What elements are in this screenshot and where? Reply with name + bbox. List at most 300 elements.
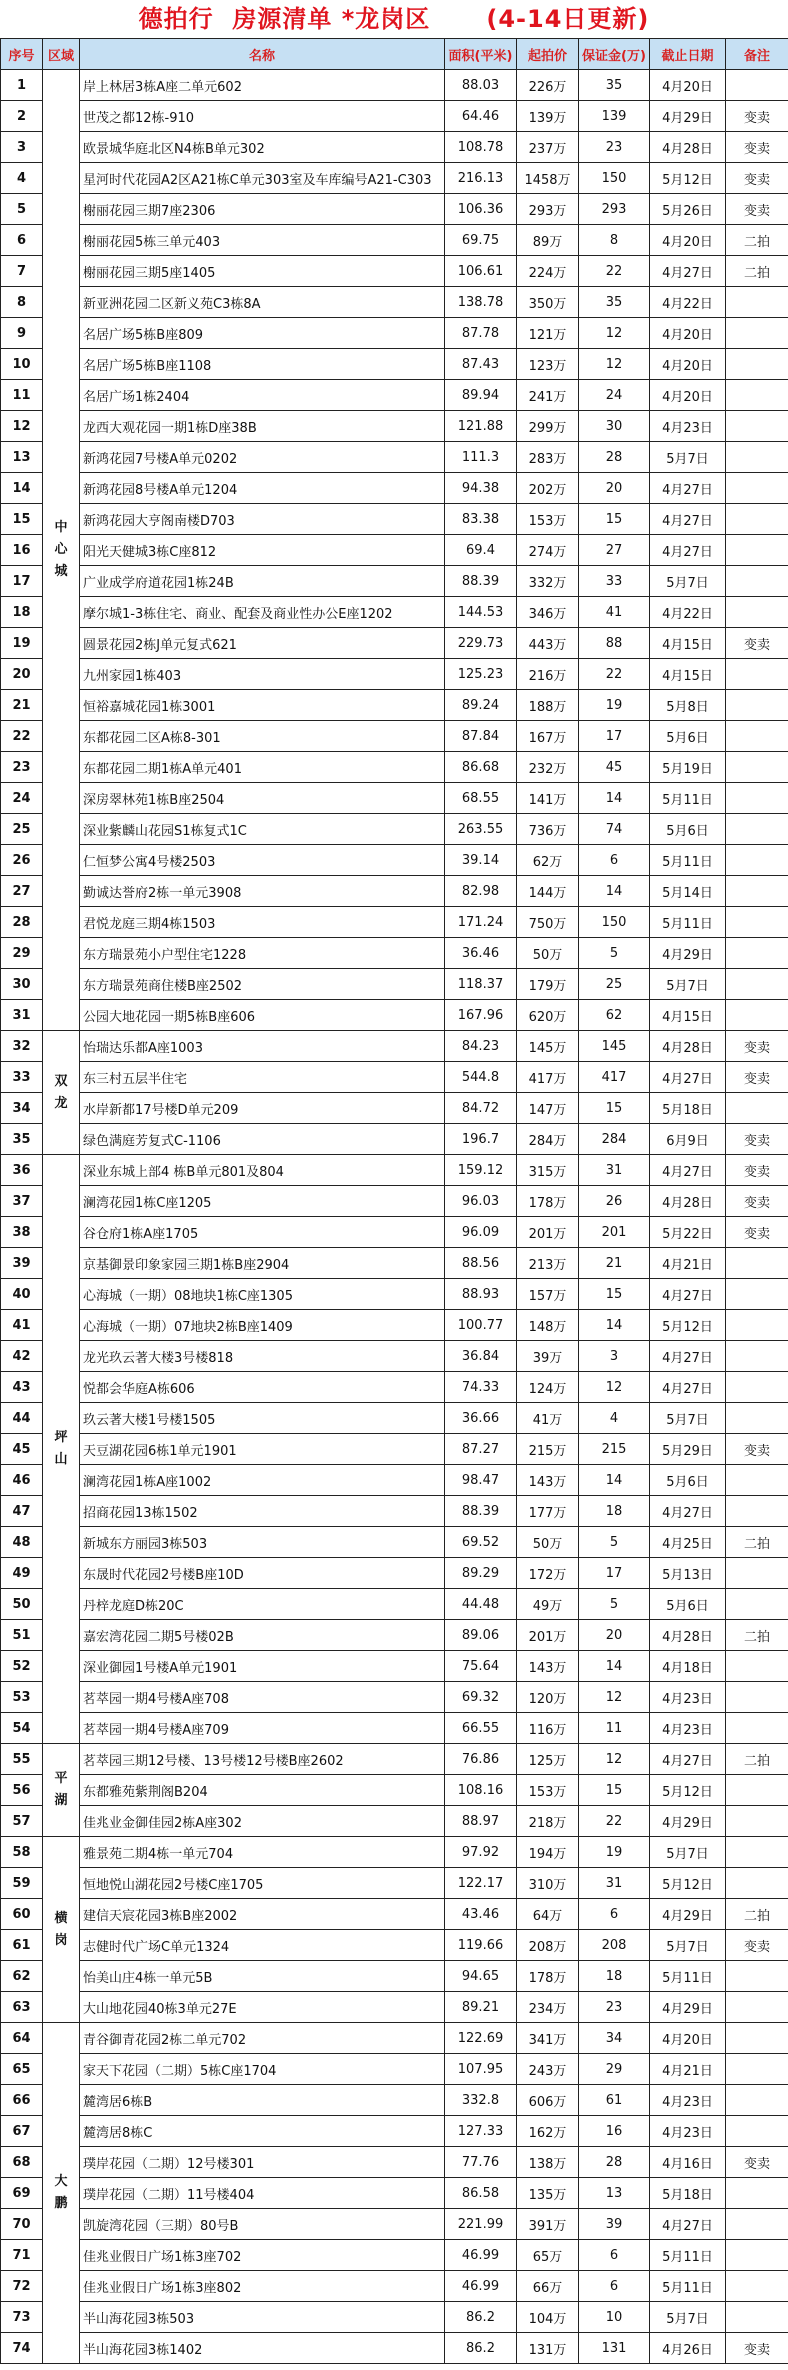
remark <box>726 783 788 814</box>
table-row <box>1 1620 788 1651</box>
starting-price: 234万 <box>517 1992 579 2023</box>
remark <box>726 566 788 597</box>
property-name: 志健时代广场C单元1324 <box>80 1930 445 1961</box>
row-number: 36 <box>1 1155 43 1186</box>
deadline-date: 5月7日 <box>650 1403 726 1434</box>
property-name: 茗萃园一期4号楼A座709 <box>80 1713 445 1744</box>
deposit-amount: 41 <box>579 597 650 628</box>
property-name: 璞岸花园（二期）11号楼404 <box>80 2178 445 2209</box>
starting-price: 346万 <box>517 597 579 628</box>
table-row <box>1 721 788 752</box>
table-row <box>1 1062 788 1093</box>
deadline-date: 4月28日 <box>650 132 726 163</box>
table-row <box>1 1527 788 1558</box>
deadline-date: 4月27日 <box>650 535 726 566</box>
table-row <box>1 318 788 349</box>
property-area: 43.46 <box>445 1899 517 1930</box>
row-number: 60 <box>1 1899 43 1930</box>
row-number: 69 <box>1 2178 43 2209</box>
deadline-date: 5月11日 <box>650 907 726 938</box>
remark <box>726 1248 788 1279</box>
deadline-date: 5月11日 <box>650 845 726 876</box>
starting-price: 162万 <box>517 2116 579 2147</box>
deadline-date: 5月12日 <box>650 163 726 194</box>
property-name: 新鸿花园7号楼A单元0202 <box>80 442 445 473</box>
property-area: 122.69 <box>445 2023 517 2054</box>
remark: 变卖 <box>726 2333 788 2364</box>
starting-price: 39万 <box>517 1341 579 1372</box>
deposit-amount: 15 <box>579 1775 650 1806</box>
property-area: 88.93 <box>445 1279 517 1310</box>
property-area: 108.78 <box>445 132 517 163</box>
table-row <box>1 1279 788 1310</box>
row-number: 32 <box>1 1031 43 1062</box>
table-row <box>1 752 788 783</box>
starting-price: 148万 <box>517 1310 579 1341</box>
remark: 二拍 <box>726 225 788 256</box>
deadline-date: 5月26日 <box>650 194 726 225</box>
property-name: 东三村五层半住宅 <box>80 1062 445 1093</box>
starting-price: 606万 <box>517 2085 579 2116</box>
starting-price: 120万 <box>517 1682 579 1713</box>
header-deposit: 保证金(万) <box>579 39 650 70</box>
property-name: 君悦龙庭三期4栋1503 <box>80 907 445 938</box>
deposit-amount: 29 <box>579 2054 650 2085</box>
region-cell: 大 鹏 <box>43 2023 80 2364</box>
deadline-date: 4月16日 <box>650 2147 726 2178</box>
deposit-amount: 6 <box>579 2240 650 2271</box>
property-name: 佳兆业金御佳园2栋A座302 <box>80 1806 445 1837</box>
table-row <box>1 628 788 659</box>
starting-price: 49万 <box>517 1589 579 1620</box>
property-area: 96.09 <box>445 1217 517 1248</box>
starting-price: 443万 <box>517 628 579 659</box>
property-area: 106.36 <box>445 194 517 225</box>
property-area: 221.99 <box>445 2209 517 2240</box>
table-row <box>1 411 788 442</box>
starting-price: 299万 <box>517 411 579 442</box>
starting-price: 41万 <box>517 1403 579 1434</box>
property-name: 深房翠林苑1栋B座2504 <box>80 783 445 814</box>
row-number: 65 <box>1 2054 43 2085</box>
property-name: 东方瑞景苑小户型住宅1228 <box>80 938 445 969</box>
starting-price: 194万 <box>517 1837 579 1868</box>
property-area: 97.92 <box>445 1837 517 1868</box>
deadline-date: 5月18日 <box>650 2178 726 2209</box>
remark <box>726 1837 788 1868</box>
property-name: 龙西大观花园一期1栋D座38B <box>80 411 445 442</box>
table-row <box>1 1341 788 1372</box>
deposit-amount: 21 <box>579 1248 650 1279</box>
table-row <box>1 1031 788 1062</box>
header-date: 截止日期 <box>650 39 726 70</box>
deposit-amount: 15 <box>579 1279 650 1310</box>
row-number: 48 <box>1 1527 43 1558</box>
property-area: 86.2 <box>445 2333 517 2364</box>
remark <box>726 597 788 628</box>
property-area: 121.88 <box>445 411 517 442</box>
deposit-amount: 201 <box>579 1217 650 1248</box>
property-name: 广业成学府道花园1栋24B <box>80 566 445 597</box>
deposit-amount: 6 <box>579 845 650 876</box>
property-area: 138.78 <box>445 287 517 318</box>
deadline-date: 5月12日 <box>650 1310 726 1341</box>
remark <box>726 1496 788 1527</box>
table-row <box>1 349 788 380</box>
deposit-amount: 5 <box>579 1527 650 1558</box>
property-area: 69.52 <box>445 1527 517 1558</box>
remark: 变卖 <box>726 1124 788 1155</box>
table-row <box>1 659 788 690</box>
deadline-date: 4月27日 <box>650 473 726 504</box>
row-number: 55 <box>1 1744 43 1775</box>
property-name: 丹梓龙庭D栋20C <box>80 1589 445 1620</box>
property-area: 44.48 <box>445 1589 517 1620</box>
property-name: 雅景苑二期4栋一单元704 <box>80 1837 445 1868</box>
table-row <box>1 690 788 721</box>
deadline-date: 5月22日 <box>650 1217 726 1248</box>
property-area: 86.68 <box>445 752 517 783</box>
table-row <box>1 473 788 504</box>
deposit-amount: 12 <box>579 1744 650 1775</box>
table-row <box>1 132 788 163</box>
property-name: 家天下花园（二期）5栋C座1704 <box>80 2054 445 2085</box>
region-cell: 中 心 城 <box>43 70 80 1031</box>
deadline-date: 4月20日 <box>650 2023 726 2054</box>
starting-price: 104万 <box>517 2302 579 2333</box>
row-number: 71 <box>1 2240 43 2271</box>
property-name: 东都花园二区A栋8-301 <box>80 721 445 752</box>
row-number: 10 <box>1 349 43 380</box>
deposit-amount: 22 <box>579 1806 650 1837</box>
remark <box>726 535 788 566</box>
property-area: 36.46 <box>445 938 517 969</box>
table-row <box>1 1713 788 1744</box>
row-number: 21 <box>1 690 43 721</box>
remark: 二拍 <box>726 1620 788 1651</box>
property-area: 125.23 <box>445 659 517 690</box>
property-name: 九州家园1栋403 <box>80 659 445 690</box>
property-name: 茗萃园一期4号楼A座708 <box>80 1682 445 1713</box>
table-row <box>1 938 788 969</box>
property-area: 122.17 <box>445 1868 517 1899</box>
starting-price: 350万 <box>517 287 579 318</box>
starting-price: 178万 <box>517 1186 579 1217</box>
property-name: 勤诚达誉府2栋一单元3908 <box>80 876 445 907</box>
table-row <box>1 1961 788 1992</box>
deposit-amount: 12 <box>579 318 650 349</box>
deposit-amount: 27 <box>579 535 650 566</box>
deadline-date: 4月27日 <box>650 256 726 287</box>
starting-price: 213万 <box>517 1248 579 1279</box>
row-number: 45 <box>1 1434 43 1465</box>
row-number: 46 <box>1 1465 43 1496</box>
deposit-amount: 33 <box>579 566 650 597</box>
row-number: 73 <box>1 2302 43 2333</box>
table-row <box>1 1589 788 1620</box>
row-number: 25 <box>1 814 43 845</box>
deposit-amount: 62 <box>579 1000 650 1031</box>
table-row <box>1 442 788 473</box>
deadline-date: 5月11日 <box>650 2240 726 2271</box>
property-area: 84.72 <box>445 1093 517 1124</box>
starting-price: 237万 <box>517 132 579 163</box>
property-name: 绿色满庭芳复式C-1106 <box>80 1124 445 1155</box>
property-name: 东方瑞景苑商住楼B座2502 <box>80 969 445 1000</box>
deadline-date: 4月20日 <box>650 318 726 349</box>
remark: 变卖 <box>726 1031 788 1062</box>
starting-price: 135万 <box>517 2178 579 2209</box>
deposit-amount: 28 <box>579 442 650 473</box>
starting-price: 201万 <box>517 1620 579 1651</box>
row-number: 41 <box>1 1310 43 1341</box>
remark: 二拍 <box>726 1744 788 1775</box>
property-name: 麓湾居8栋C <box>80 2116 445 2147</box>
deadline-date: 5月6日 <box>650 814 726 845</box>
property-name: 深业紫麟山花园S1栋复式1C <box>80 814 445 845</box>
property-name: 名居广场5栋B座809 <box>80 318 445 349</box>
deadline-date: 5月29日 <box>650 1434 726 1465</box>
property-area: 89.24 <box>445 690 517 721</box>
remark: 变卖 <box>726 1155 788 1186</box>
remark <box>726 504 788 535</box>
deadline-date: 5月11日 <box>650 1961 726 1992</box>
property-area: 107.95 <box>445 2054 517 2085</box>
deposit-amount: 74 <box>579 814 650 845</box>
deadline-date: 4月22日 <box>650 287 726 318</box>
property-name: 仁恒梦公寓4号楼2503 <box>80 845 445 876</box>
property-area: 87.84 <box>445 721 517 752</box>
deposit-amount: 208 <box>579 1930 650 1961</box>
property-name: 悦都会华庭A栋606 <box>80 1372 445 1403</box>
starting-price: 284万 <box>517 1124 579 1155</box>
deposit-amount: 5 <box>579 1589 650 1620</box>
row-number: 5 <box>1 194 43 225</box>
starting-price: 123万 <box>517 349 579 380</box>
row-number: 53 <box>1 1682 43 1713</box>
table-row <box>1 2116 788 2147</box>
table-row <box>1 1465 788 1496</box>
row-number: 27 <box>1 876 43 907</box>
starting-price: 153万 <box>517 504 579 535</box>
property-name: 圆景花园2栋J单元复式621 <box>80 628 445 659</box>
remark: 变卖 <box>726 132 788 163</box>
deadline-date: 5月6日 <box>650 721 726 752</box>
remark: 变卖 <box>726 194 788 225</box>
property-area: 108.16 <box>445 1775 517 1806</box>
property-name: 建信天宸花园3栋B座2002 <box>80 1899 445 1930</box>
deposit-amount: 20 <box>579 473 650 504</box>
property-area: 196.7 <box>445 1124 517 1155</box>
property-name: 世茂之都12栋-910 <box>80 101 445 132</box>
deadline-date: 4月27日 <box>650 1279 726 1310</box>
property-name: 茗萃园三期12号楼、13号楼12号楼B座2602 <box>80 1744 445 1775</box>
starting-price: 202万 <box>517 473 579 504</box>
deadline-date: 5月7日 <box>650 969 726 1000</box>
table-row <box>1 783 788 814</box>
table-header-row <box>1 39 788 70</box>
table-row <box>1 194 788 225</box>
property-area: 332.8 <box>445 2085 517 2116</box>
table-row <box>1 2085 788 2116</box>
remark <box>726 1651 788 1682</box>
row-number: 29 <box>1 938 43 969</box>
starting-price: 341万 <box>517 2023 579 2054</box>
row-number: 26 <box>1 845 43 876</box>
property-name: 欧景城华庭北区N4栋B单元302 <box>80 132 445 163</box>
deadline-date: 4月27日 <box>650 1062 726 1093</box>
row-number: 9 <box>1 318 43 349</box>
deadline-date: 6月9日 <box>650 1124 726 1155</box>
row-number: 15 <box>1 504 43 535</box>
row-number: 31 <box>1 1000 43 1031</box>
remark <box>726 721 788 752</box>
property-area: 74.33 <box>445 1372 517 1403</box>
property-name: 招商花园13栋1502 <box>80 1496 445 1527</box>
starting-price: 178万 <box>517 1961 579 1992</box>
row-number: 47 <box>1 1496 43 1527</box>
property-name: 怡美山庄4栋一单元5B <box>80 1961 445 1992</box>
remark <box>726 349 788 380</box>
remark <box>726 2054 788 2085</box>
remark <box>726 2271 788 2302</box>
property-area: 68.55 <box>445 783 517 814</box>
property-name: 心海城（一期）07地块2栋B座1409 <box>80 1310 445 1341</box>
property-name: 东都花园二期1栋A单元401 <box>80 752 445 783</box>
deposit-amount: 131 <box>579 2333 650 2364</box>
row-number: 67 <box>1 2116 43 2147</box>
region-cell: 平 湖 <box>43 1744 80 1837</box>
header-no: 序号 <box>1 39 43 70</box>
property-name: 嘉宏湾花园二期5号楼02B <box>80 1620 445 1651</box>
table-row <box>1 1434 788 1465</box>
property-area: 111.3 <box>445 442 517 473</box>
deposit-amount: 17 <box>579 721 650 752</box>
row-number: 13 <box>1 442 43 473</box>
property-area: 89.06 <box>445 1620 517 1651</box>
row-number: 64 <box>1 2023 43 2054</box>
property-area: 82.98 <box>445 876 517 907</box>
property-area: 84.23 <box>445 1031 517 1062</box>
property-area: 89.21 <box>445 1992 517 2023</box>
deposit-amount: 25 <box>579 969 650 1000</box>
table-row <box>1 1217 788 1248</box>
remark: 变卖 <box>726 101 788 132</box>
deposit-amount: 16 <box>579 2116 650 2147</box>
table-row <box>1 1403 788 1434</box>
property-name: 玖云著大楼1号楼1505 <box>80 1403 445 1434</box>
starting-price: 218万 <box>517 1806 579 1837</box>
deposit-amount: 18 <box>579 1496 650 1527</box>
deadline-date: 5月14日 <box>650 876 726 907</box>
row-number: 30 <box>1 969 43 1000</box>
starting-price: 1458万 <box>517 163 579 194</box>
property-area: 39.14 <box>445 845 517 876</box>
deposit-amount: 24 <box>579 380 650 411</box>
row-number: 37 <box>1 1186 43 1217</box>
property-area: 229.73 <box>445 628 517 659</box>
starting-price: 62万 <box>517 845 579 876</box>
property-name: 榭丽花园5栋三单元403 <box>80 225 445 256</box>
row-number: 16 <box>1 535 43 566</box>
row-number: 20 <box>1 659 43 690</box>
deadline-date: 4月20日 <box>650 349 726 380</box>
remark <box>726 907 788 938</box>
starting-price: 226万 <box>517 70 579 101</box>
remark <box>726 1372 788 1403</box>
deadline-date: 4月29日 <box>650 1899 726 1930</box>
row-number: 59 <box>1 1868 43 1899</box>
deposit-amount: 284 <box>579 1124 650 1155</box>
starting-price: 125万 <box>517 1744 579 1775</box>
starting-price: 124万 <box>517 1372 579 1403</box>
remark <box>726 1682 788 1713</box>
deadline-date: 4月28日 <box>650 1031 726 1062</box>
property-name: 深业东城上部4 栋B单元801及804 <box>80 1155 445 1186</box>
starting-price: 177万 <box>517 1496 579 1527</box>
row-number: 68 <box>1 2147 43 2178</box>
deadline-date: 4月28日 <box>650 1620 726 1651</box>
property-name: 恒裕嘉城花园1栋3001 <box>80 690 445 721</box>
property-area: 98.47 <box>445 1465 517 1496</box>
table-row <box>1 2178 788 2209</box>
row-number: 43 <box>1 1372 43 1403</box>
header-price: 起拍价 <box>517 39 579 70</box>
deadline-date: 4月26日 <box>650 2333 726 2364</box>
table-row <box>1 814 788 845</box>
starting-price: 391万 <box>517 2209 579 2240</box>
starting-price: 157万 <box>517 1279 579 1310</box>
starting-price: 66万 <box>517 2271 579 2302</box>
starting-price: 138万 <box>517 2147 579 2178</box>
property-name: 新城东方丽园3栋503 <box>80 1527 445 1558</box>
region-cell: 双 龙 <box>43 1031 80 1155</box>
property-name: 恒地悦山湖花园2号楼C座1705 <box>80 1868 445 1899</box>
property-area: 87.78 <box>445 318 517 349</box>
starting-price: 143万 <box>517 1651 579 1682</box>
remark <box>726 690 788 721</box>
deposit-amount: 23 <box>579 132 650 163</box>
remark <box>726 1806 788 1837</box>
remark <box>726 1558 788 1589</box>
starting-price: 216万 <box>517 659 579 690</box>
property-name: 京基御景印象家园三期1栋B座2904 <box>80 1248 445 1279</box>
remark: 变卖 <box>726 1434 788 1465</box>
starting-price: 310万 <box>517 1868 579 1899</box>
row-number: 34 <box>1 1093 43 1124</box>
property-area: 88.97 <box>445 1806 517 1837</box>
row-number: 52 <box>1 1651 43 1682</box>
deadline-date: 4月20日 <box>650 380 726 411</box>
deposit-amount: 31 <box>579 1155 650 1186</box>
starting-price: 201万 <box>517 1217 579 1248</box>
row-number: 63 <box>1 1992 43 2023</box>
row-number: 6 <box>1 225 43 256</box>
table-row <box>1 2147 788 2178</box>
remark <box>726 814 788 845</box>
row-number: 12 <box>1 411 43 442</box>
property-name: 东都雅苑紫荆阁B204 <box>80 1775 445 1806</box>
deadline-date: 4月23日 <box>650 1682 726 1713</box>
deadline-date: 5月7日 <box>650 1930 726 1961</box>
property-area: 66.55 <box>445 1713 517 1744</box>
property-area: 263.55 <box>445 814 517 845</box>
starting-price: 224万 <box>517 256 579 287</box>
table-row <box>1 907 788 938</box>
row-number: 51 <box>1 1620 43 1651</box>
table-row <box>1 535 788 566</box>
deadline-date: 4月29日 <box>650 1992 726 2023</box>
